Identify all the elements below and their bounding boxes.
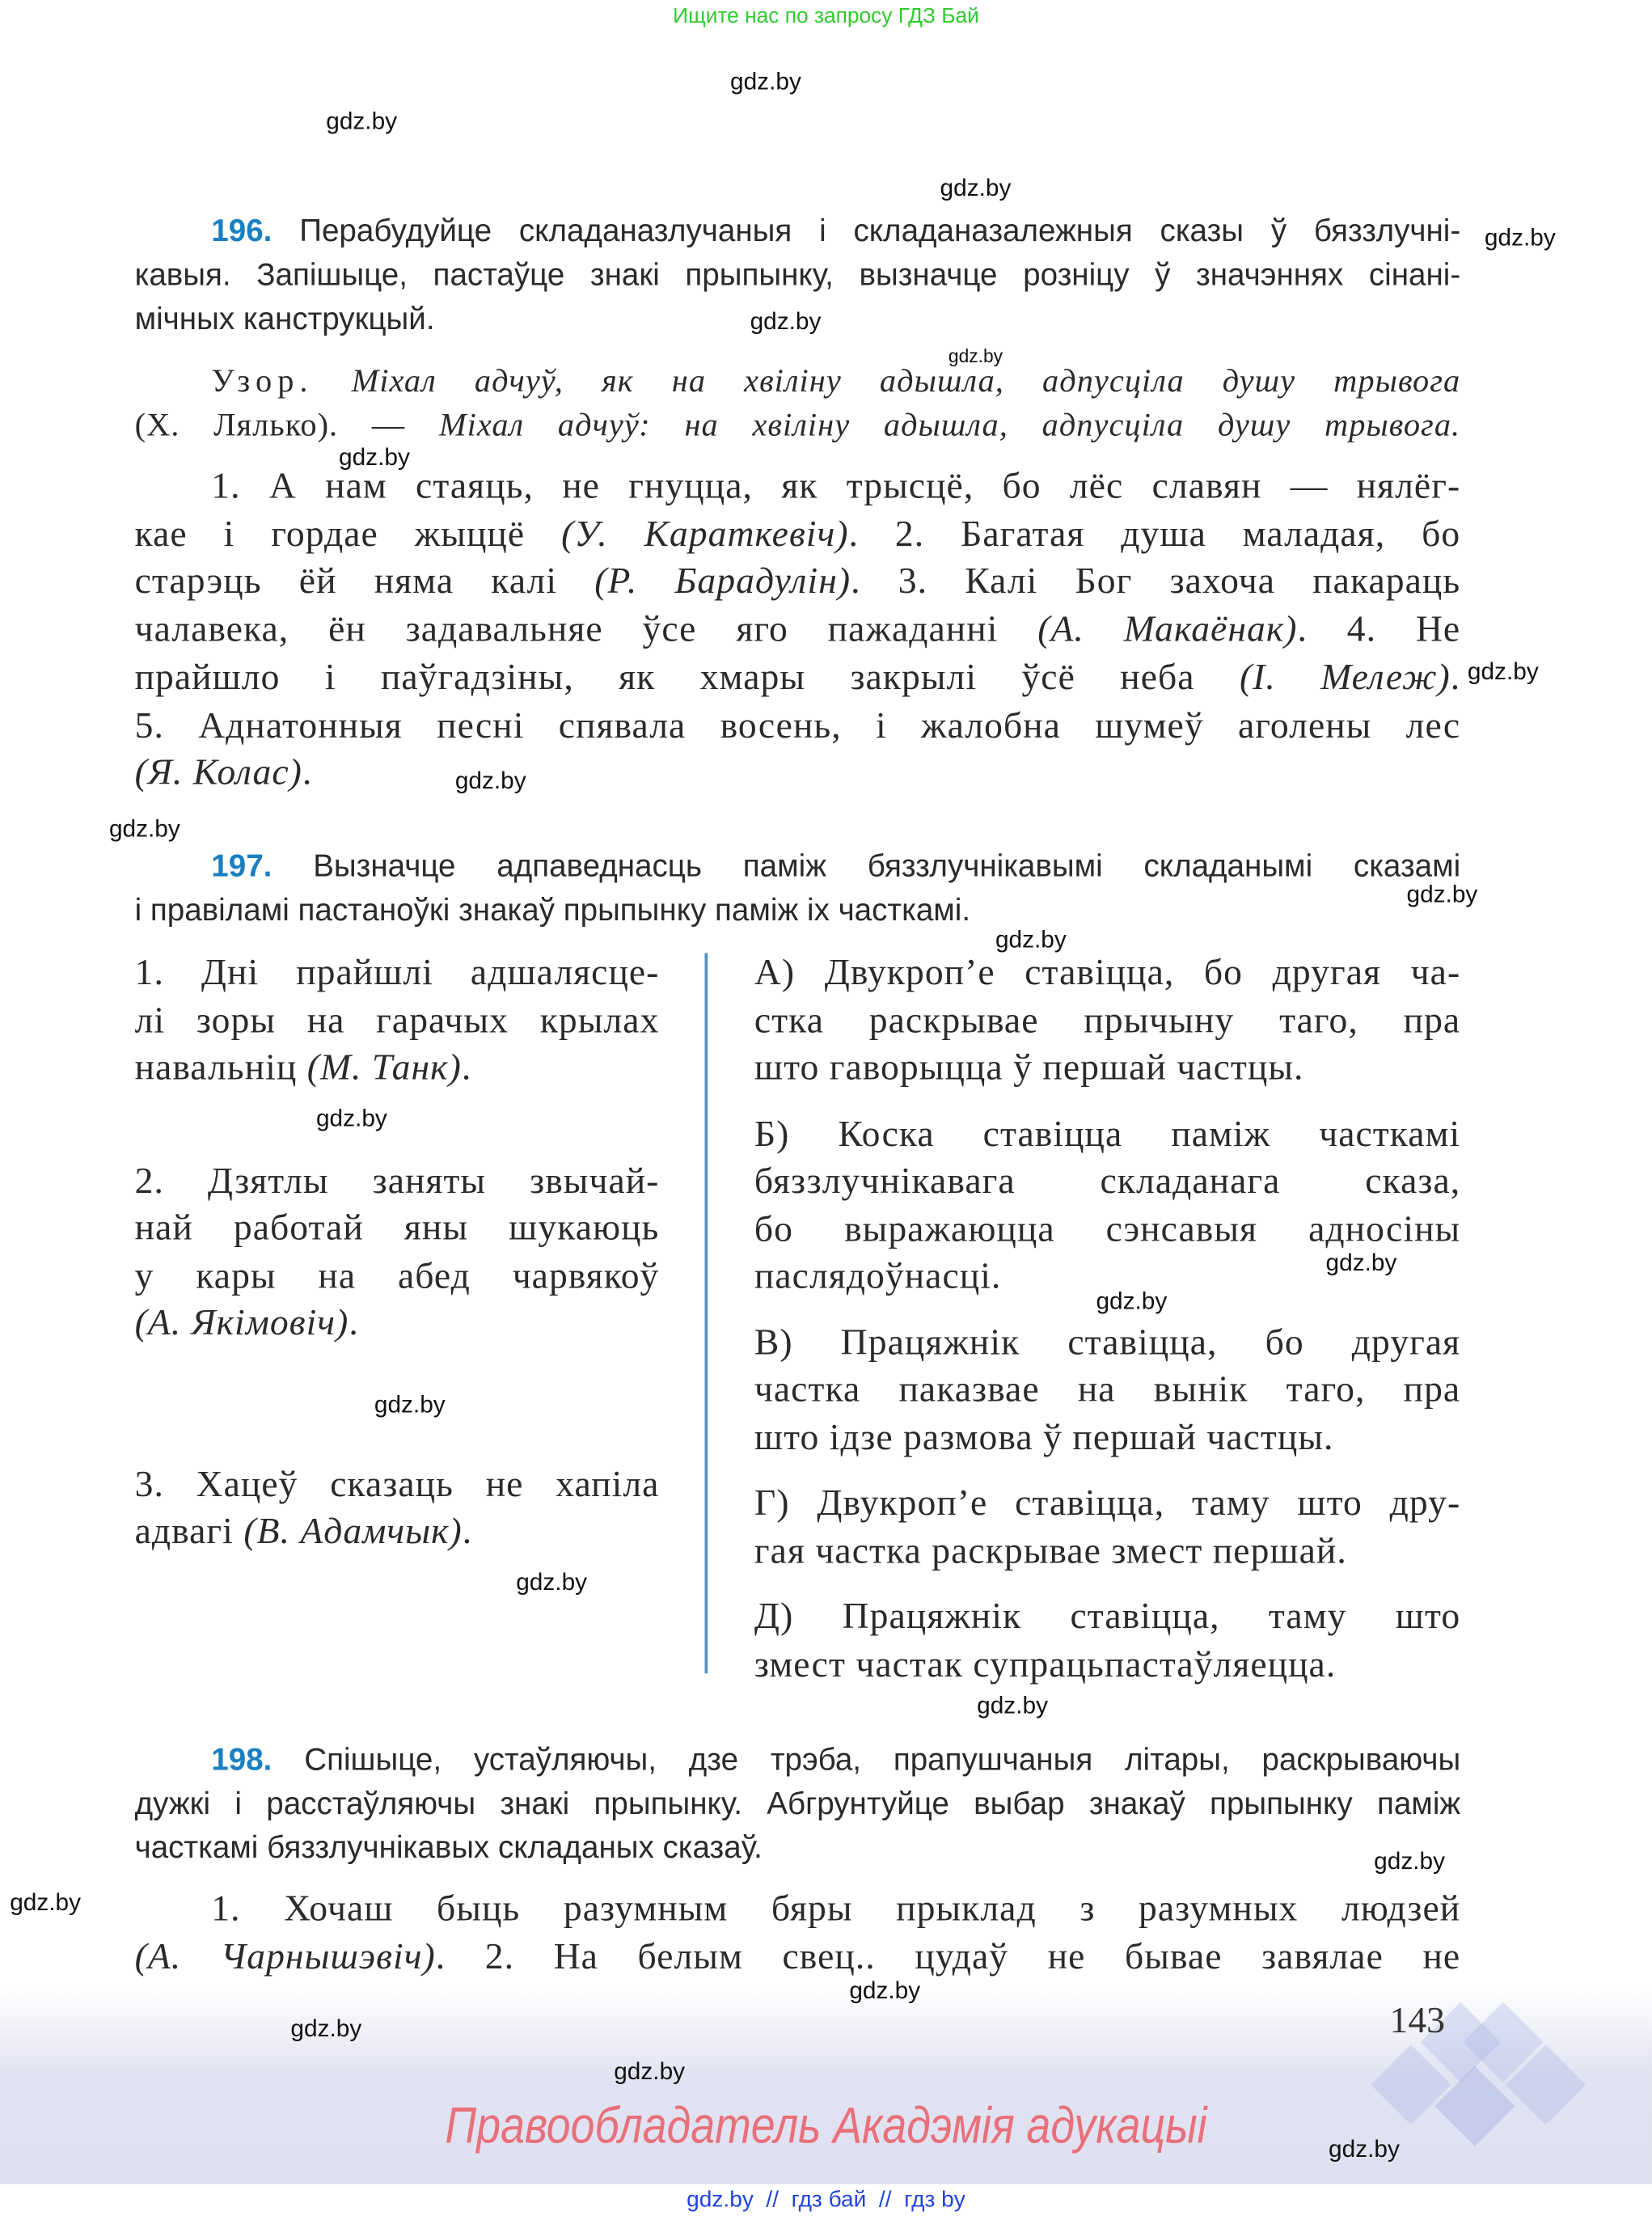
text-segment: Г) Двукроп’е ставіцца, таму што дру- <box>754 1482 1461 1524</box>
text-segment: . 2. На белым свец.. цудаў не бывае завялае не <box>435 1934 1461 1977</box>
text-line <box>135 1299 660 1347</box>
watermark: gdz.by <box>1096 1287 1168 1315</box>
text-segment: Спішыце, устаўляючы, дзе трэба, прапушчаныя літары, раскрываючы <box>304 1741 1461 1778</box>
text-line <box>754 996 1460 1044</box>
text-segment: кае і гордае жыццё <box>134 513 562 555</box>
citation-author: (І. Мележ) <box>1239 656 1451 698</box>
text-segment: бяззлучнікавага складанага сказа, <box>754 1160 1461 1202</box>
text-line <box>135 1156 660 1204</box>
citation-author: (А. Якімовіч) <box>134 1301 349 1343</box>
citation-author: (А. Макаёнак) <box>1037 608 1298 650</box>
task-line <box>135 844 1461 887</box>
watermark: gdz.by <box>290 2015 362 2043</box>
watermark: gdz.by <box>849 1977 921 2004</box>
text-segment: 1. Дні прайшлі адшалясце- <box>134 951 660 993</box>
watermark: gdz.by <box>10 1888 82 1917</box>
rights-holder-notice: Правообладатель Акадэмія адукацыі <box>445 2095 1207 2154</box>
text-segment: Перабудуйце складаназлучаныя і складаназалежныя сказы ў бяззлучні- <box>299 213 1461 248</box>
text-line <box>135 1825 1461 1869</box>
text-segment: што гаворыцца ў першай частцы. <box>754 1046 1304 1089</box>
text-line <box>135 888 1461 932</box>
text-line <box>135 606 1461 653</box>
citation-author: (В. Адамчык) <box>243 1510 463 1552</box>
text-segment: частка паказвае на вынік таго, пра <box>754 1368 1461 1410</box>
text-segment: адвагі <box>134 1510 244 1552</box>
text-line <box>304 1741 1460 1777</box>
text-line <box>135 510 1461 558</box>
text-segment: прайшло і паўгадзіны, як хмары закрылі ўсё неба <box>134 656 1240 698</box>
text-segment: . <box>462 1510 473 1552</box>
text-segment: лі зоры на гарачых крылах <box>134 999 660 1041</box>
citation-author: (У. Караткевіч) <box>561 513 849 555</box>
text-segment: . 3. Калі Бог захоча пакараць <box>851 560 1461 603</box>
text-line <box>135 749 1461 797</box>
watermark: gdz.by <box>940 174 1012 202</box>
text-line <box>754 1413 1460 1461</box>
text-segment: . 2. Багатая душа маладая, бо <box>848 513 1461 555</box>
text-segment: . 4. Не <box>1297 608 1461 650</box>
text-line <box>135 1885 1461 1933</box>
text-segment: паслядоўнасці. <box>754 1254 1002 1296</box>
rule-item <box>754 1318 1460 1461</box>
text-line <box>754 1318 1460 1366</box>
watermark: gdz.by <box>1406 880 1478 908</box>
task-line <box>135 209 1461 252</box>
watermark: gdz.by <box>614 2057 686 2085</box>
text-line <box>135 1252 660 1300</box>
text-segment: і правіламі пастаноўкі знакаў прыпынку паміж іх часткамі. <box>134 892 971 928</box>
watermark: gdz.by <box>339 443 410 471</box>
text-line <box>135 403 1461 446</box>
text-segment: Вызначце адпаведнасць паміж бяззлучнікавымі складанымі сказамі <box>313 848 1461 884</box>
exercise-196-sample <box>135 359 1461 447</box>
text-line <box>135 653 1461 701</box>
text-segment: 3. Хацеў сказаць не хапіла <box>134 1462 660 1504</box>
text-line <box>135 1204 660 1252</box>
exercise-number: 198. <box>211 1741 273 1778</box>
watermark: gdz.by <box>315 1105 387 1132</box>
citation-author: (Я. Колас) <box>134 751 302 793</box>
watermark: gdz.by <box>1325 1249 1397 1277</box>
text-line <box>754 1366 1460 1414</box>
text-line <box>135 949 660 996</box>
text-line <box>754 1479 1460 1527</box>
text-segment: . <box>461 1046 472 1089</box>
citation-author: Міхал адчуў: на хвіліну адышла, адпусціла душу трывога. <box>439 407 1461 443</box>
text-line <box>135 1932 1461 1980</box>
citation-author: (А. Чарнышэвіч) <box>134 1934 436 1977</box>
watermark: gdz.by <box>995 926 1067 953</box>
text-segment: Д) Працяжнік ставіцца, таму што <box>754 1595 1461 1637</box>
watermark: gdz.by <box>1329 2135 1400 2163</box>
text-line <box>754 949 1460 996</box>
rule-item <box>754 1479 1460 1574</box>
text-line <box>135 1507 660 1555</box>
task-line <box>135 1737 1461 1781</box>
text-line <box>135 252 1461 296</box>
text-segment: кавыя. Запішыце, пастаўце знакі прыпынку, вызначце розніцу ў значэннях сінані- <box>134 256 1461 293</box>
page-number: 143 <box>1389 1999 1445 2041</box>
watermark: gdz.by <box>1374 1847 1446 1875</box>
watermark: gdz.by <box>977 1692 1048 1719</box>
text-segment: (Х. Лялько). — <box>134 407 440 443</box>
exercise-number: 196. <box>211 213 273 248</box>
rules-column <box>754 949 1460 1688</box>
sentence-item <box>135 1460 660 1554</box>
text-segment: бо выражаюцца сэнсавыя адносіны <box>754 1207 1461 1249</box>
citation-author: Міхал адчуў, як на хвіліну адышла, адпусціла душу трывога <box>313 362 1461 399</box>
text-segment: . <box>1450 656 1461 698</box>
text-line <box>135 1460 660 1507</box>
exercise-196-text <box>135 463 1461 797</box>
exercise-198-task <box>135 1737 1461 1869</box>
footer-links[interactable]: gdz.by // гдз бай // гдз by <box>687 2188 965 2213</box>
text-line <box>754 1640 1460 1688</box>
exercise-197-task <box>135 844 1461 932</box>
text-segment: часткамі бяззлучнікавых складаных сказаў. <box>134 1829 763 1865</box>
text-segment: старэць ёй няма калі <box>134 560 595 603</box>
text-line <box>135 558 1461 606</box>
text-line <box>135 359 1461 403</box>
text-segment: 1. А нам стаяць, не гнуцца, як трысцё, бо лёс славян — нялёг- <box>211 465 1461 507</box>
text-line <box>135 1782 1461 1825</box>
text-line <box>299 213 1460 248</box>
text-segment: што ідзе размова ў першай частцы. <box>754 1415 1334 1457</box>
rule-item <box>754 949 1460 1091</box>
rule-item <box>754 1592 1460 1687</box>
exercise-number: 197. <box>211 848 273 884</box>
watermark: gdz.by <box>374 1391 446 1419</box>
text-segment: 1. Хочаш быць разумным бяры прыклад з разумных людзей <box>211 1888 1461 1929</box>
text-line <box>754 1592 1460 1640</box>
watermark: gdz.by <box>326 108 398 135</box>
text-segment: най работай яны шукаюць <box>134 1207 660 1249</box>
text-line <box>754 1527 1460 1575</box>
text-line <box>135 701 1461 749</box>
text-segment: чалавека, ён задавальняе ўсе яго пажаданні <box>134 608 1038 650</box>
text-line <box>135 1044 660 1092</box>
watermark: gdz.by <box>516 1568 588 1596</box>
watermark: gdz.by <box>454 767 526 795</box>
watermark: gdz.by <box>108 815 180 843</box>
watermark: gdz.by <box>1467 657 1539 685</box>
citation-author: (М. Танк) <box>306 1046 462 1089</box>
text-segment: А) Двукроп’е ставіцца, бо другая ча- <box>754 951 1461 993</box>
sentences-column <box>135 949 660 1555</box>
text-segment: дужкі і расстаўляючы знакі прыпынку. Абгрунтуйце выбар знакаў прыпынку паміж <box>134 1785 1461 1821</box>
sentence-item <box>135 1156 660 1347</box>
text-segment: Узор. <box>211 362 314 399</box>
text-line <box>135 996 660 1044</box>
top-search-note: Ищите нас по запросу ГДЗ Бай <box>673 4 979 29</box>
text-segment: стка раскрывае прычыну таго, пра <box>754 999 1461 1041</box>
text-segment: 5. Аднатонныя песні спявала восень, і жалобна шумеў аголены лес <box>134 704 1461 746</box>
text-segment: . <box>302 751 313 793</box>
column-divider <box>705 953 708 1673</box>
text-segment: у кары на абед чарвякоў <box>134 1254 660 1296</box>
text-segment: . <box>349 1301 359 1343</box>
watermark: gdz.by <box>750 307 822 335</box>
watermark: gdz.by <box>730 68 801 95</box>
text-segment: гая частка раскрывае змест першай. <box>754 1529 1347 1571</box>
text-segment: навальніц <box>134 1046 307 1089</box>
text-line <box>754 1205 1460 1253</box>
text-segment: змест частак супрацьпастаўляецца. <box>754 1643 1337 1685</box>
watermark: gdz.by <box>948 345 1003 367</box>
text-line <box>754 1110 1460 1157</box>
citation-author: (Р. Барадулін) <box>594 560 851 603</box>
text-segment: Б) Коска ставіцца паміж часткамі <box>754 1112 1461 1154</box>
exercise-198-text <box>135 1885 1461 1980</box>
text-line <box>754 1157 1460 1205</box>
text-line <box>135 463 1461 510</box>
sentence-item <box>135 949 660 1091</box>
text-segment: В) Працяжнік ставіцца, бо другая <box>754 1321 1461 1363</box>
text-segment: 2. Дзятлы заняты звычай- <box>134 1159 660 1201</box>
text-segment: мічных канструкцый. <box>134 300 435 336</box>
watermark: gdz.by <box>1484 224 1556 252</box>
text-line <box>754 1044 1460 1092</box>
text-line <box>313 848 1460 884</box>
